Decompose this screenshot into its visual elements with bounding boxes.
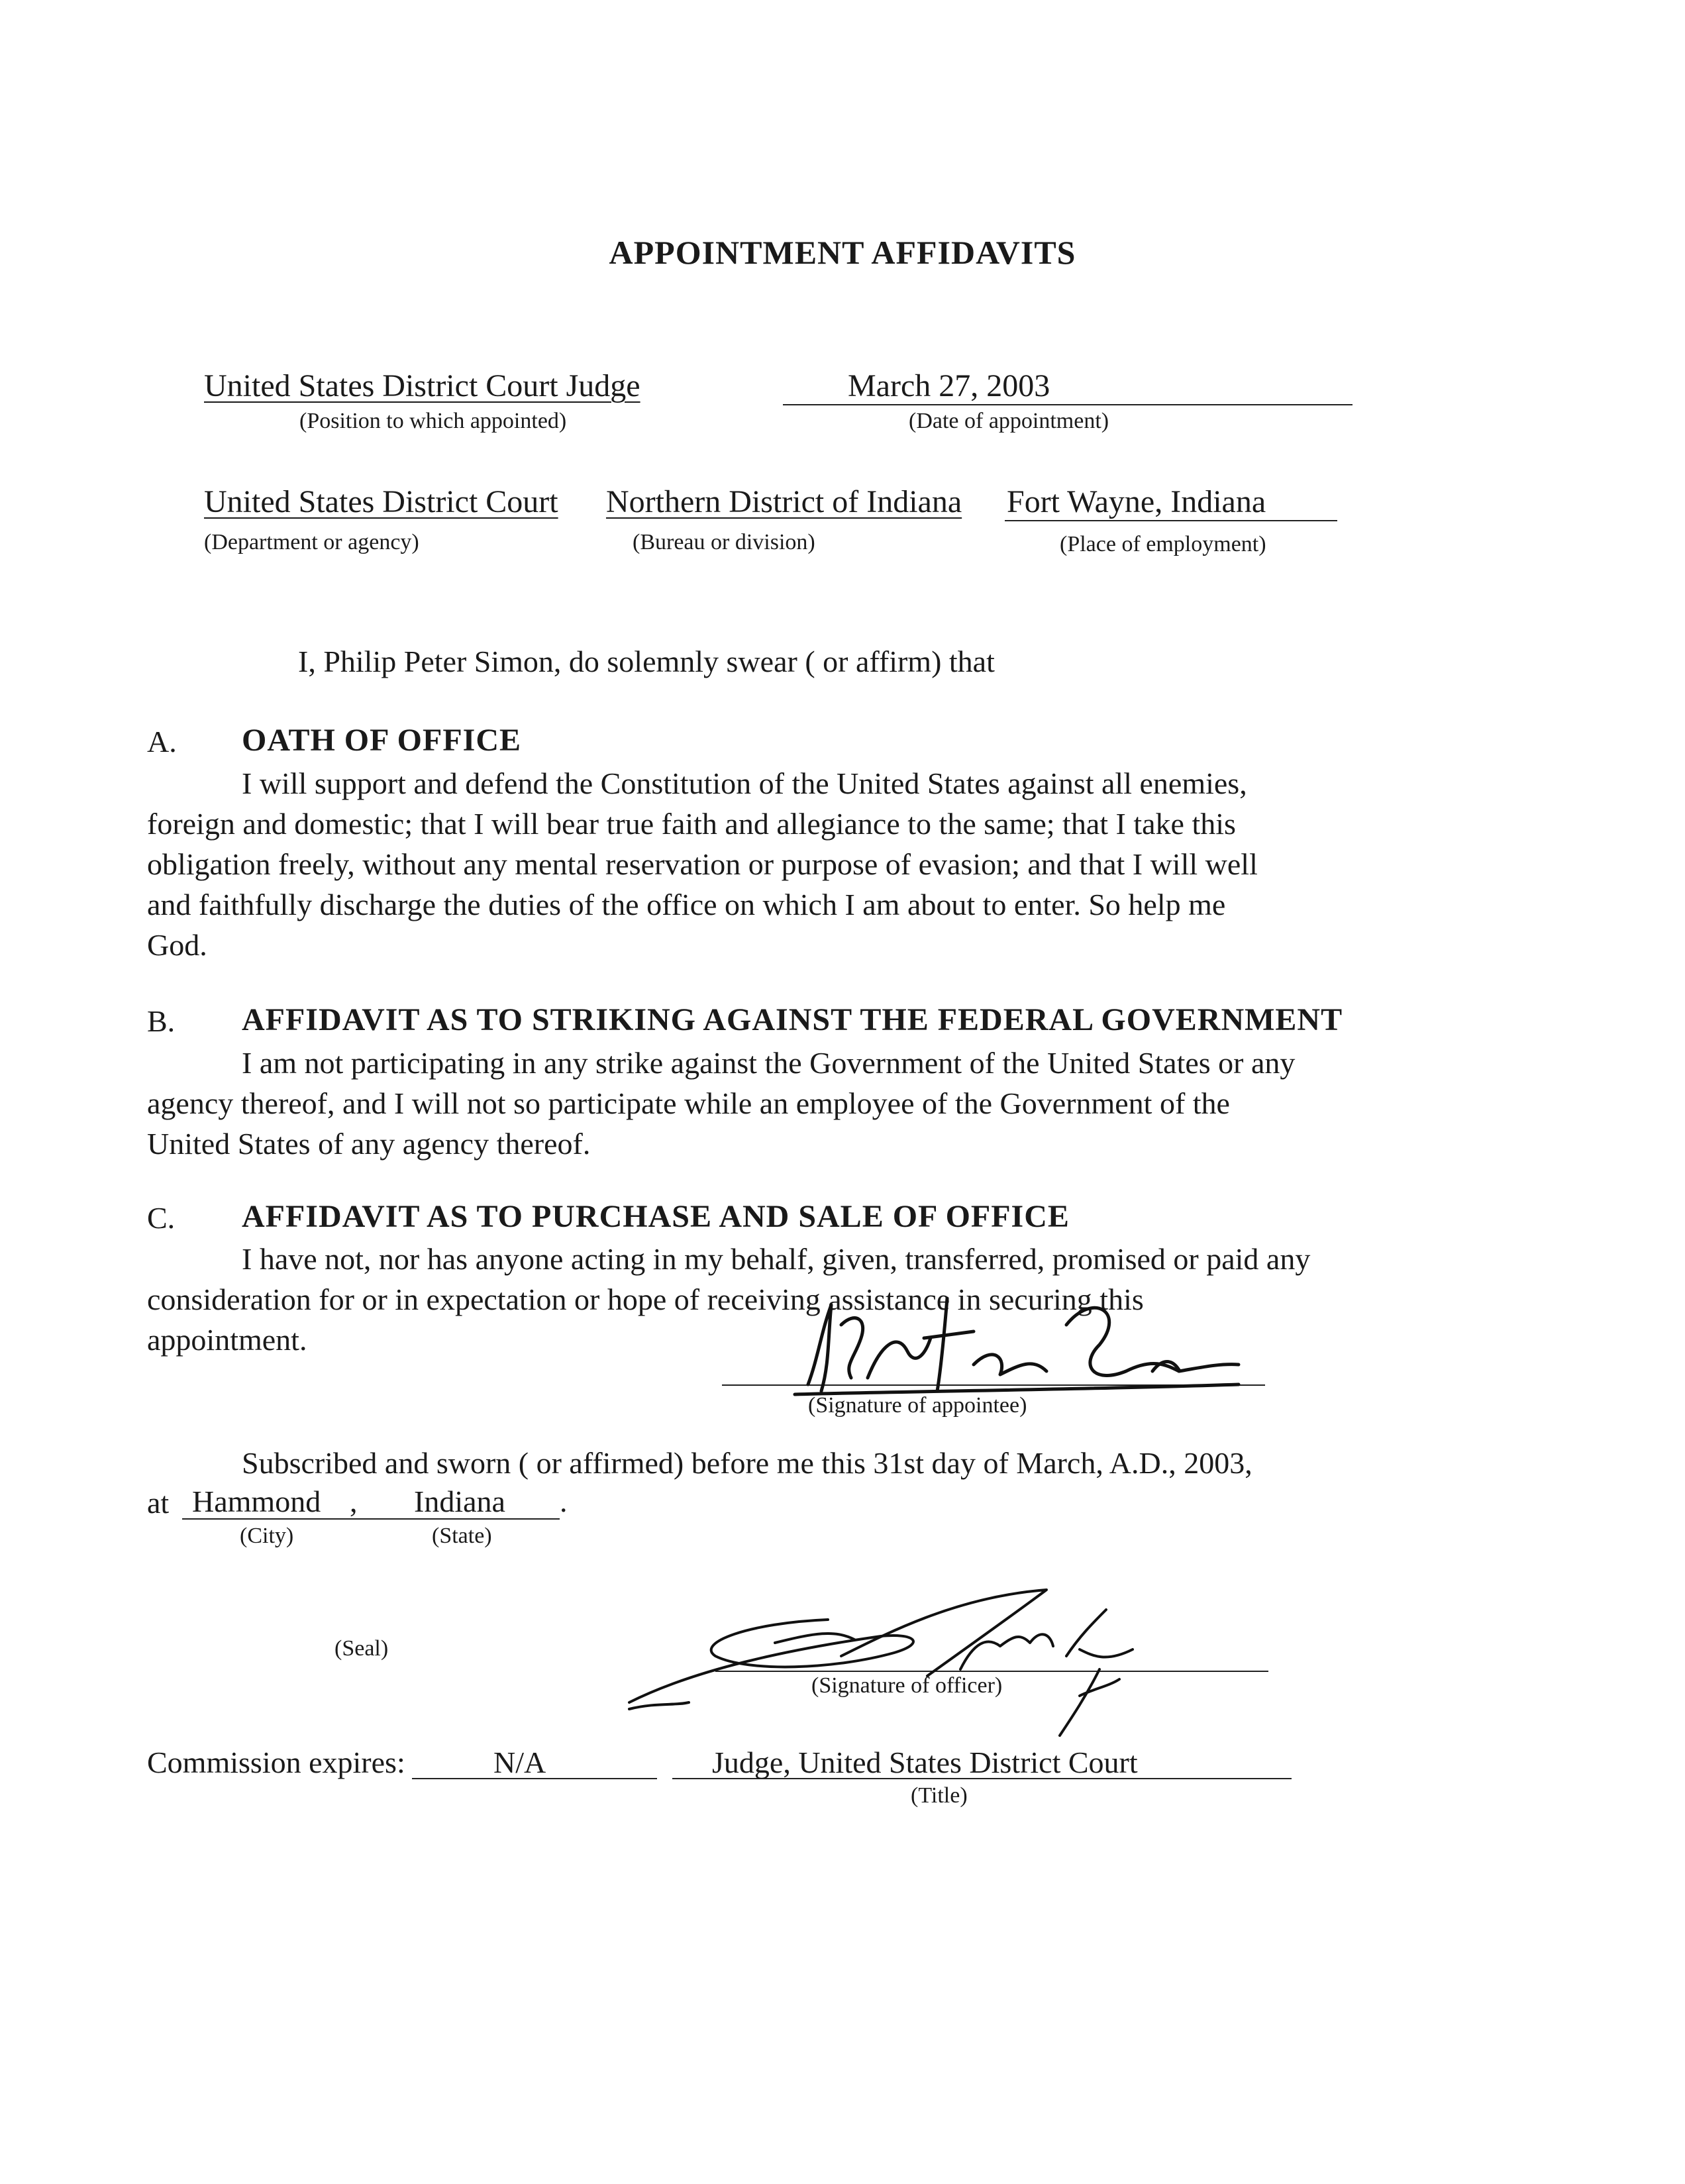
section-c-line: I have not, nor has anyone acting in my behalf, given, transferred, promised or paid any (242, 1242, 1311, 1276)
location-comma: , (350, 1484, 358, 1518)
city-value: Hammond (192, 1484, 321, 1518)
section-b-heading: AFFIDAVIT AS TO STRIKING AGAINST THE FEDERAL GOVERNMENT (242, 1002, 1343, 1037)
appointee-signature-caption: (Signature of appointee) (808, 1393, 1027, 1418)
bureau-value: Northern District of Indiana (606, 484, 962, 519)
section-c-letter: C. (147, 1201, 176, 1235)
at-label: at (147, 1486, 170, 1520)
section-a-heading: OATH OF OFFICE (242, 723, 521, 758)
section-b-line: I am not participating in any strike against the Government of the United States or any (242, 1046, 1296, 1080)
commission-value: N/A (493, 1745, 546, 1779)
position-caption: (Position to which appointed) (299, 409, 567, 433)
bureau-caption: (Bureau or division) (633, 530, 815, 554)
position-value: United States District Court Judge (204, 368, 640, 403)
subscribed-statement: Subscribed and sworn ( or affirmed) before me this 31st day of March, A.D., 2003, (242, 1446, 1252, 1480)
state-value: Indiana (414, 1484, 505, 1518)
section-c-line: appointment. (147, 1323, 307, 1357)
department-caption: (Department or agency) (204, 530, 419, 554)
section-a-line: foreign and domestic; that I will bear true faith and allegiance to the same; that I take this (147, 807, 1236, 841)
city-caption: (City) (240, 1524, 294, 1548)
section-c-line: consideration for or in expectation or hope of receiving assistance in securing this (147, 1282, 1144, 1316)
place-caption: (Place of employment) (1060, 532, 1266, 556)
section-b-line: agency thereof, and I will not so participate while an employee of the Government of the (147, 1086, 1230, 1120)
place-underline (1005, 520, 1337, 521)
section-b-line: United States of any agency thereof. (147, 1127, 591, 1161)
document-title: APPOINTMENT AFFIDAVITS (609, 234, 1076, 271)
section-a-line: obligation freely, without any mental reservation or purpose of evasion; and that I will well (147, 847, 1258, 881)
section-c-heading: AFFIDAVIT AS TO PURCHASE AND SALE OF OFFICE (242, 1199, 1070, 1234)
officer-signature-caption: (Signature of officer) (811, 1673, 1003, 1698)
section-a-letter: A. (147, 725, 177, 758)
section-a-line: I will support and defend the Constitution of the United States against all enemies, (242, 766, 1247, 800)
place-value: Fort Wayne, Indiana (1007, 484, 1266, 519)
intro-statement: I, Philip Peter Simon, do solemnly swear ( or affirm) that (298, 645, 995, 678)
section-a-line: God. (147, 928, 207, 962)
date-value: March 27, 2003 (848, 368, 1050, 403)
location-period: . (560, 1484, 568, 1518)
officer-title-value: Judge, United States District Court (712, 1745, 1138, 1779)
department-value: United States District Court (204, 484, 558, 519)
commission-label: Commission expires: (147, 1745, 405, 1779)
officer-signature-graphic (616, 1570, 1146, 1742)
date-caption: (Date of appointment) (909, 409, 1109, 433)
section-b-letter: B. (147, 1004, 176, 1038)
seal-label: (Seal) (334, 1636, 389, 1661)
date-underline (783, 404, 1353, 405)
section-a-line: and faithfully discharge the duties of the office on which I am about to enter. So help me (147, 888, 1226, 921)
state-caption: (State) (432, 1524, 492, 1548)
officer-title-caption: (Title) (911, 1783, 968, 1808)
